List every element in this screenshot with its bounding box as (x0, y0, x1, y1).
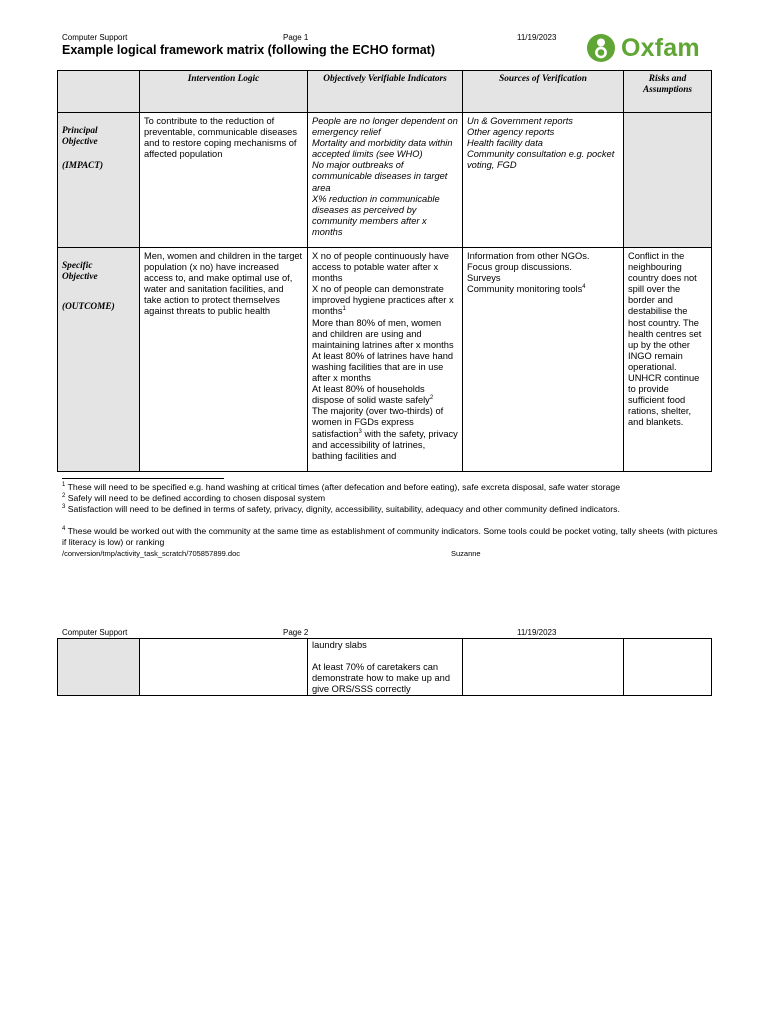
row-label-specific-objective: Specific Objective (OUTCOME) (58, 248, 140, 472)
continued-indicators: laundry slabs At least 70% of caretakers can demonstrate how to make up and give ORS/SSS correctly (308, 639, 463, 696)
oxfam-logo (586, 33, 700, 63)
footnote-ref-3: 3 (358, 428, 362, 435)
col-header-risks: Risks and Assumptions (624, 71, 712, 113)
logframe-table-continued (57, 638, 712, 696)
footnote-ref-1: 1 (342, 306, 346, 313)
col-header-intervention-logic: Intervention Logic (140, 71, 308, 113)
page-header-date: 11/19/2023 (517, 33, 557, 42)
page2-header-left: Computer Support (62, 628, 128, 637)
table-header-row (58, 71, 712, 113)
footnote-ref-2: 2 (429, 395, 434, 402)
footnote-2: $^2$ Safely will need to be defined according to chosen disposal system (62, 493, 326, 503)
specific-sources: Information from other NGOs. Focus group discussions. Surveys Community monitoring tools$^4$ (463, 248, 624, 472)
specific-indicators: X no of people continuously have access to potable water after x months X no of people can demonstrate improved hygiene practices after x months$^1$ More than 80% of men, women and children are using and maintaining latrines after x months At least 80% of latrines have hand washing facilities that are in use after x months At least 80% of households dispose of solid waste safely$^2$ The majority (over two-thirds) of women in FGDs express satisfaction$^3$ with the safety, privacy and accessibility of latrines, bathing facilities and (308, 248, 463, 472)
page2-header-number: Page 2 (283, 628, 309, 637)
row-label-principal-objective: Principal Objective (IMPACT) (58, 113, 140, 248)
col-header-sources: Sources of Verification (463, 71, 624, 113)
page-header-number: Page 1 (283, 33, 309, 42)
footnote-4: $^4$ These would be worked out with the community at the same time as establishment of community indicators. Some tools could be pocket voting, tally sheets (with pictures if literacy is low) or ranking (62, 526, 718, 547)
table-row-continued (58, 639, 712, 696)
table-row-principal-objective (58, 113, 712, 248)
continued-label-cell (58, 639, 140, 696)
principal-risks (624, 113, 712, 248)
table-row-specific-objective (58, 248, 712, 472)
footnote-1: $^1$ These will need to be specified e.g. hand washing at critical times (after defecation and before eating), safe excreta disposal, safe water storage (62, 482, 621, 492)
logframe-table (57, 70, 712, 472)
oxfam-logo-icon (586, 33, 616, 63)
specific-intervention-logic: Men, women and children in the target population (x no) have increased access to, and make optimal use of, water and sanitation facilities, and take action to protect themselves against threats to public health (140, 248, 308, 472)
corner-cell (58, 71, 140, 113)
continued-logic-cell (140, 639, 308, 696)
specific-risks: Conflict in the neighbouring country does not spill over the border and destabilise the host country. The health centres set up by the other INGO remain operational. UNHCR continue to provide sufficient food rations, shelter, and blankets. (624, 248, 712, 472)
footer-file-path: /conversion/tmp/activity_task_scratch/705857899.doc (62, 549, 241, 558)
footer-author: Suzanne (451, 549, 481, 558)
page-header-left: Computer Support (62, 33, 128, 42)
principal-sources: Un & Government reports Other agency reports Health facility data Community consultation e.g. pocket voting, FGD (463, 113, 624, 248)
page2-header-date: 11/19/2023 (517, 628, 557, 637)
page-title: Example logical framework matrix (following the ECHO format) (62, 43, 435, 57)
continued-risks-cell (624, 639, 712, 696)
col-header-indicators: Objectively Verifiable Indicators (308, 71, 463, 113)
footnote-ref-4: 4 (582, 284, 586, 291)
principal-indicators: People are no longer dependent on emergency relief Mortality and morbidity data within accepted limits (see WHO) No major outbreaks of communicable diseases in target area X% reduction in communicable diseases as perceived by community members after x months (308, 113, 463, 248)
footnote-divider (62, 478, 224, 479)
footnote-3: $^3$ Satisfaction will need to be defined in terms of safety, privacy, dignity, accessibility, suitability, adequacy and other community defined indicators. (62, 504, 620, 514)
continued-sources-cell (463, 639, 624, 696)
principal-intervention-logic: To contribute to the reduction of preventable, communicable diseases and to restore coping mechanisms of affected population (140, 113, 308, 248)
oxfam-logo-text: Oxfam (621, 33, 700, 62)
